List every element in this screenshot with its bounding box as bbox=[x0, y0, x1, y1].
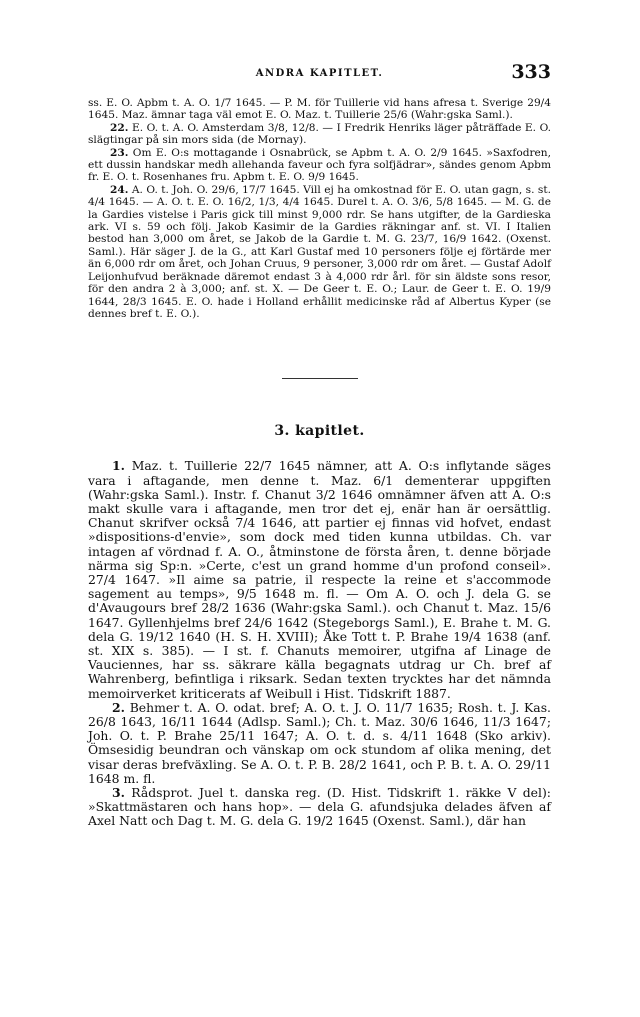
chapter-note-text: Rådsprot. Juel t. danska reg. (D. Hist. Tidskrift 1. räkke V del): »Skattmästaren och hans hop». — dela G. afundsjuka delades äfven af Axel Natt och Dag t. M. G. dela G. 19/2 1645 (Oxenst. Saml.), där han bbox=[88, 784, 551, 829]
note-text: Om E. O:s mottagande i Osnabrück, se Apbm t. A. O. 2/9 1645. »Saxfodren, ett dussin handskar medh allehanda faveur och fyra solfjädrar», sändes genom Apbm fr. E. O. t. Rosenhanes fru. Apbm t. E. O. 9/9 1645. bbox=[88, 146, 551, 184]
note-paragraph bbox=[88, 147, 551, 184]
chapter-note-number: 3. bbox=[112, 784, 125, 800]
page-number: 333 bbox=[511, 61, 551, 83]
chapter-notes bbox=[88, 459, 551, 828]
page-header bbox=[88, 60, 551, 90]
section-divider bbox=[282, 378, 358, 379]
notes-section bbox=[88, 97, 551, 320]
chapter-note-number: 1. bbox=[112, 458, 125, 474]
chapter-heading: 3. kapitlet. bbox=[274, 423, 365, 440]
note-paragraph bbox=[88, 122, 551, 147]
note-number: 23. bbox=[110, 146, 129, 159]
note-paragraph bbox=[88, 97, 551, 122]
chapter-note-paragraph bbox=[88, 786, 551, 829]
note-text: ss. E. O. Apbm t. A. O. 1/7 1645. — P. M. för Tuillerie vid hans afresa t. Sverige 29/4 1645. Maz. ämnar taga väl emot E. O. Maz. t. Tuillerie 25/6 (Wahr:gska Saml.). bbox=[88, 97, 551, 122]
note-number: 24. bbox=[110, 183, 129, 196]
note-number: 22. bbox=[110, 121, 129, 134]
chapter-note-text: Maz. t. Tuillerie 22/7 1645 nämner, att A. O:s inflytande säges vara i aftagande, men denne t. Maz. 6/1 dementerar uppgiften (Wahr:gska Saml.). Instr. f. Chanut 3/2 1646 omnämner äfven att A. O:s makt skulle vara i aftagande, men tror det ej, enär han är oersättlig. Chanut skrifver också 7/4 1646, att partier ej finnas vid hofvet, endast »dispositions-d'envie», som dock med tiden kunna utbildas. Ch. var intagen af vördnad f. A. O., åtminstone de första åren, t. denne började närma sig Sp:n. »Certe, c'est un grand homme d'un profond conseil». 27/4 1647. »Il aime sa patrie, il respecte la reine et s'accommode sagement au temps», 9/5 1648 m. fl. — Om A. O. och J. dela G. se d'Avaugours bref 28/2 1636 (Wahr:gska Saml.). och Chanut t. Maz. 15/6 1647. Gyllenhjelms bref 24/6 1642 (Stegeborgs Saml.), E. Brahe t. M. G. dela G. 19/12 1640 (H. S. H. XVIII); Åke Tott t. P. Brahe 19/4 1638 (anf. st. XIX s. 385). — I st. f. Chanuts memoirer, utgifna af Linage de Vauciennes, har ss. säkrare källa begagnats utdrag ur Ch. bref af Wahrenberg, befintliga i riksark. Sedan texten trycktes har det nämnda memoirverket kriticerats af Weibull i Hist. Tidskrift 1887. bbox=[88, 458, 551, 701]
chapter-note-paragraph bbox=[88, 459, 551, 700]
chapter-note-number: 2. bbox=[112, 699, 125, 715]
chapter-note-paragraph bbox=[88, 701, 551, 786]
note-text: E. O. t. A. O. Amsterdam 3/8, 12/8. — I Fredrik Henriks läger påträffade E. O. slägtingar på sin mors sida (de Mornay). bbox=[88, 121, 551, 147]
note-paragraph bbox=[88, 184, 551, 320]
running-head: ANDRA KAPITLET. bbox=[255, 68, 384, 79]
note-text: A. O. t. Joh. O. 29/6, 17/7 1645. Vill ej ha omkostnad för E. O. utan gagn, s. st. 4/4 1645. — A. O. t. E. O. 16/2, 1/3, 4/4 1645. Durel t. A. O. 3/6, 5/8 1645. — M. G. de la Gardies vistelse i Paris gick till minst 9,000 rdr. Se hans utgifter, de la Gardieska ark. VI s. 59 och följ. Jakob Kasimir de la Gardies räkningar anf. st. VI. I Italien bestod han 3,000 om året, se Jakob de la Gardie t. M. G. 23/7, 16/9 1642. (Oxenst. Saml.). Här säger J. de la G., att Karl Gustaf med 10 personers följe ej förtärde mer än 6,000 rdr om året, och Johan Cruus, 9 personer, 3,000 rdr om året. — Gustaf Adolf Leijonhufvud beräknade däremot endast 3 à 4,000 rdr årl. för sin äldste sons resor, för den andra 2 à 3,000; anf. st. X. — De Geer t. E. O.; Laur. de Geer t. E. O. 19/9 1644, 28/3 1645. E. O. hade i Holland erhållit medicinske råd af Albertus Kyper (se dennes bref t. E. O.). bbox=[88, 183, 551, 320]
page bbox=[88, 60, 551, 829]
chapter-note-text: Behmer t. A. O. odat. bref; A. O. t. J. O. 11/7 1635; Rosh. t. J. Kas. 26/8 1643, 16/11 1644 (Adlsp. Saml.); Ch. t. Maz. 30/6 1646, 11/3 1647; Joh. O. t. P. Brahe 25/11 1647; A. O. t. d. s. 4/11 1648 (Sko arkiv). Ömsesidig beundran och vänskap om ock stundom af olika mening, det visar deras brefväxling. Se A. O. t. P. B. 28/2 1641, och P. B. t. A. O. 29/11 1648 m. fl. bbox=[88, 699, 551, 786]
